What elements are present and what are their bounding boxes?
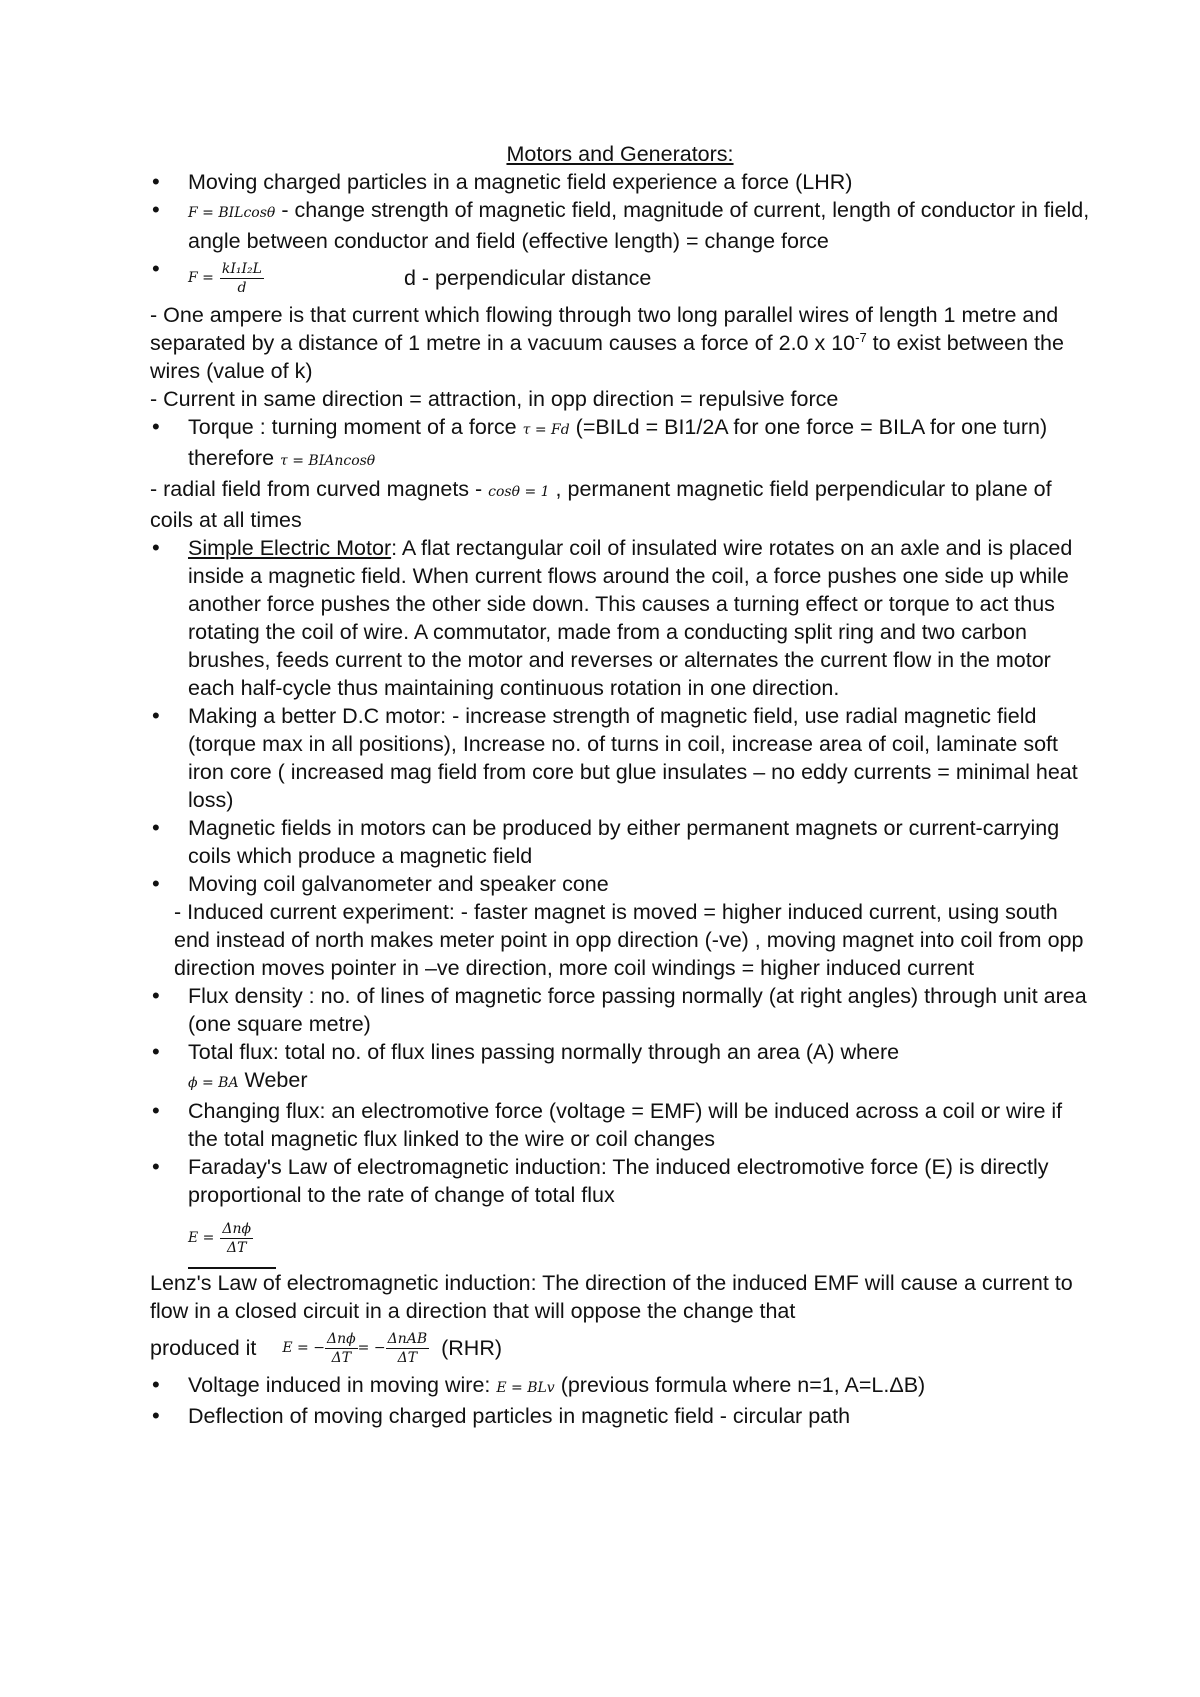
fraction: $\frac{\text{Δnϕ}}{\Delta T}$ bbox=[222, 1220, 252, 1256]
list-item: • Torque : turning moment of a force τ = Fd (=BILd = BI1/2A for one force = BILA for one turn) therefore τ = BIAncosθ bbox=[150, 413, 1090, 475]
list-item: • Moving coil galvanometer and speaker cone bbox=[150, 870, 1090, 898]
list-item: • Total flux: total no. of flux lines passing normally through an area (A) where ϕ = BA Weber bbox=[150, 1038, 1090, 1097]
paragraph: Lenz's Law of electromagnetic induction: The direction of the induced EMF will cause a current to flow in a closed circuit in a direction that will oppose the change that bbox=[150, 1271, 1073, 1323]
list-item: • Flux density : no. of lines of magnetic force passing normally (at right angles) through unit area (one square metre) bbox=[150, 982, 1090, 1038]
page-title: Motors and Generators: bbox=[506, 142, 734, 166]
fraction: $\frac{\text{kI₁I₂L}}{d}$ bbox=[221, 260, 262, 296]
list-item: • Making a better D.C motor: - increase strength of magnetic field, use radial magnetic field (torque max in all positions), Increase no. of turns in coil, increase area of coil, laminate soft iron core ( increased mag field from core but glue insulates – no eddy currents = minimal heat loss) bbox=[150, 702, 1090, 814]
fraction: $\frac{\text{Δnϕ}}{\Delta T}$ bbox=[326, 1330, 356, 1366]
lenz-equation: produced it E = − $\frac{\text{Δnϕ}}{\Delta T}$ = − $\frac{\text{ΔnAB}}{\Delta T}$ (RHR) bbox=[150, 1330, 503, 1366]
paragraph: - radial field from curved magnets - cosθ = 1 , permanent magnetic field perpendicular to plane of coils at all times bbox=[150, 477, 1052, 532]
list-item: • Voltage induced in moving wire: E = BLv (previous formula where n=1, A=L.ΔB) bbox=[150, 1371, 1090, 1402]
document-page bbox=[150, 140, 1090, 1430]
formula: F = BILcosθ bbox=[188, 205, 276, 221]
list-item: • Faraday's Law of electromagnetic induction: The induced electromotive force (E) is directly proportional to the rate of change of total flux bbox=[150, 1153, 1090, 1209]
list-item: • Simple Electric Motor: A flat rectangular coil of insulated wire rotates on an axle and is placed inside a magnetic field. When current flows around the coil, a force pushes one side up while another force pushes the other side down. This causes a turning effect or torque to act thus rotating the coil of wire. A commutator, made from a conducting split ring and two carbon brushes, feeds current to the motor and reverses or alternates the current flow in the motor each half-cycle thus maintaining continuous rotation in one direction. bbox=[150, 534, 1090, 702]
paragraph: - Induced current experiment: - faster magnet is moved = higher induced current, using south end instead of north makes meter point in opp direction (-ve) , moving magnet into coil from opp direction moves pointer in –ve direction, more coil windings = higher induced current bbox=[174, 900, 1084, 980]
list-item: • Changing flux: an electromotive force (voltage = EMF) will be induced across a coil or wire if the total magnetic flux linked to the wire or coil changes bbox=[150, 1097, 1090, 1153]
list-item: • F = BILcosθ - change strength of magnetic field, magnitude of current, length of conductor in field, angle between conductor and field (effective length) = change force bbox=[150, 196, 1090, 255]
faraday-equation: E = $\frac{\text{Δnϕ}}{\Delta T}$ bbox=[188, 1220, 252, 1256]
list-item: • Moving charged particles in a magnetic field experience a force (LHR) bbox=[150, 168, 1090, 196]
fraction: $\frac{\text{ΔnAB}}{\Delta T}$ bbox=[387, 1330, 428, 1366]
list-item: • Deflection of moving charged particles in magnetic field - circular path bbox=[150, 1402, 1090, 1430]
list-item: • Magnetic fields in motors can be produced by either permanent magnets or current-carrying coils which produce a magnetic field bbox=[150, 814, 1090, 870]
paragraph: - Current in same direction = attraction, in opp direction = repulsive force bbox=[150, 387, 839, 411]
list-item: • F = $\frac{\text{kI₁I₂L}}{d}$ d - perpendicular distance bbox=[150, 255, 1090, 301]
formula: • F = bbox=[188, 270, 214, 286]
paragraph: - One ampere is that current which flowing through two long parallel wires of length 1 metre and separated by a distance of 1 metre in a vacuum causes a force of 2.0 x $10^{-7}$ to exist between the wires (value of k) bbox=[150, 303, 1064, 383]
